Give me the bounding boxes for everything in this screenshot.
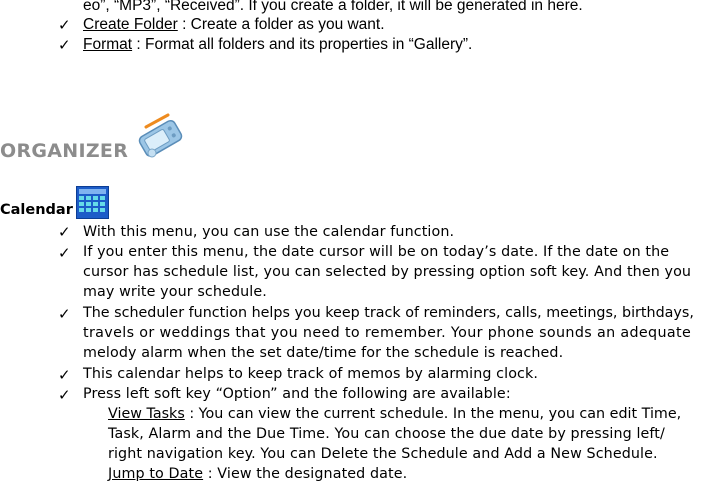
jump-to-date-link[interactable]: Jump to Date [108, 466, 204, 482]
create-folder-link[interactable]: Create Folder [83, 16, 178, 33]
list-item-line: melody alarm when the set date/time for the schedule is reached. [83, 345, 564, 361]
check-icon: ✓ [58, 223, 71, 241]
calendar-grid-icon [76, 186, 109, 219]
organizer-pda-icon [132, 113, 194, 163]
check-icon: ✓ [58, 305, 71, 323]
option-text-line: Task, Alarm and the Due Time. You can choose the due date by pressing left/ [108, 426, 665, 442]
list-item [83, 36, 472, 54]
list-item: This calendar helps to keep track of memos by alarming clock. [83, 366, 539, 382]
list-item-line: may write your schedule. [83, 284, 267, 300]
format-link[interactable]: Format [83, 36, 133, 53]
body-text: eo”, “MP3”, “Received”. If you create a folder, it will be generated in here. [83, 0, 583, 14]
check-icon: ✓ [58, 386, 71, 404]
check-icon: ✓ [58, 36, 71, 54]
check-icon: ✓ [58, 244, 71, 262]
list-item: Press left soft key “Option” and the following are available: [83, 386, 511, 402]
list-item-line: travels or weddings that you need to remember. Your phone sounds an adequate [83, 325, 692, 341]
check-icon: ✓ [58, 16, 71, 34]
list-item-line: If you enter this menu, the date cursor will be on today’s date. If the date on the [83, 244, 670, 260]
section-title: ORGANIZER [0, 140, 129, 162]
check-icon: ✓ [58, 366, 71, 384]
option-jump-to-date [108, 466, 407, 482]
subsection-title: Calendar [0, 202, 73, 218]
option-text: : You can view the current schedule. In the menu, you can edit Time, [184, 406, 682, 422]
list-item-line: cursor has schedule list, you can selected by pressing option soft key. And then you [83, 264, 692, 280]
list-item-line: The scheduler function helps you keep track of reminders, calls, meetings, birthdays, [83, 305, 694, 321]
option-view-tasks [108, 406, 681, 422]
option-text: : View the designated date. [203, 466, 408, 482]
list-item-text: : Create a folder as you want. [177, 16, 385, 33]
list-item-text: : Format all folders and its properties in “Gallery”. [132, 36, 473, 53]
option-text-line: right navigation key. You can Delete the Schedule and Add a New Schedule. [108, 446, 658, 462]
list-item [83, 16, 385, 34]
view-tasks-link[interactable]: View Tasks [108, 406, 185, 422]
list-item: With this menu, you can use the calendar function. [83, 224, 455, 240]
